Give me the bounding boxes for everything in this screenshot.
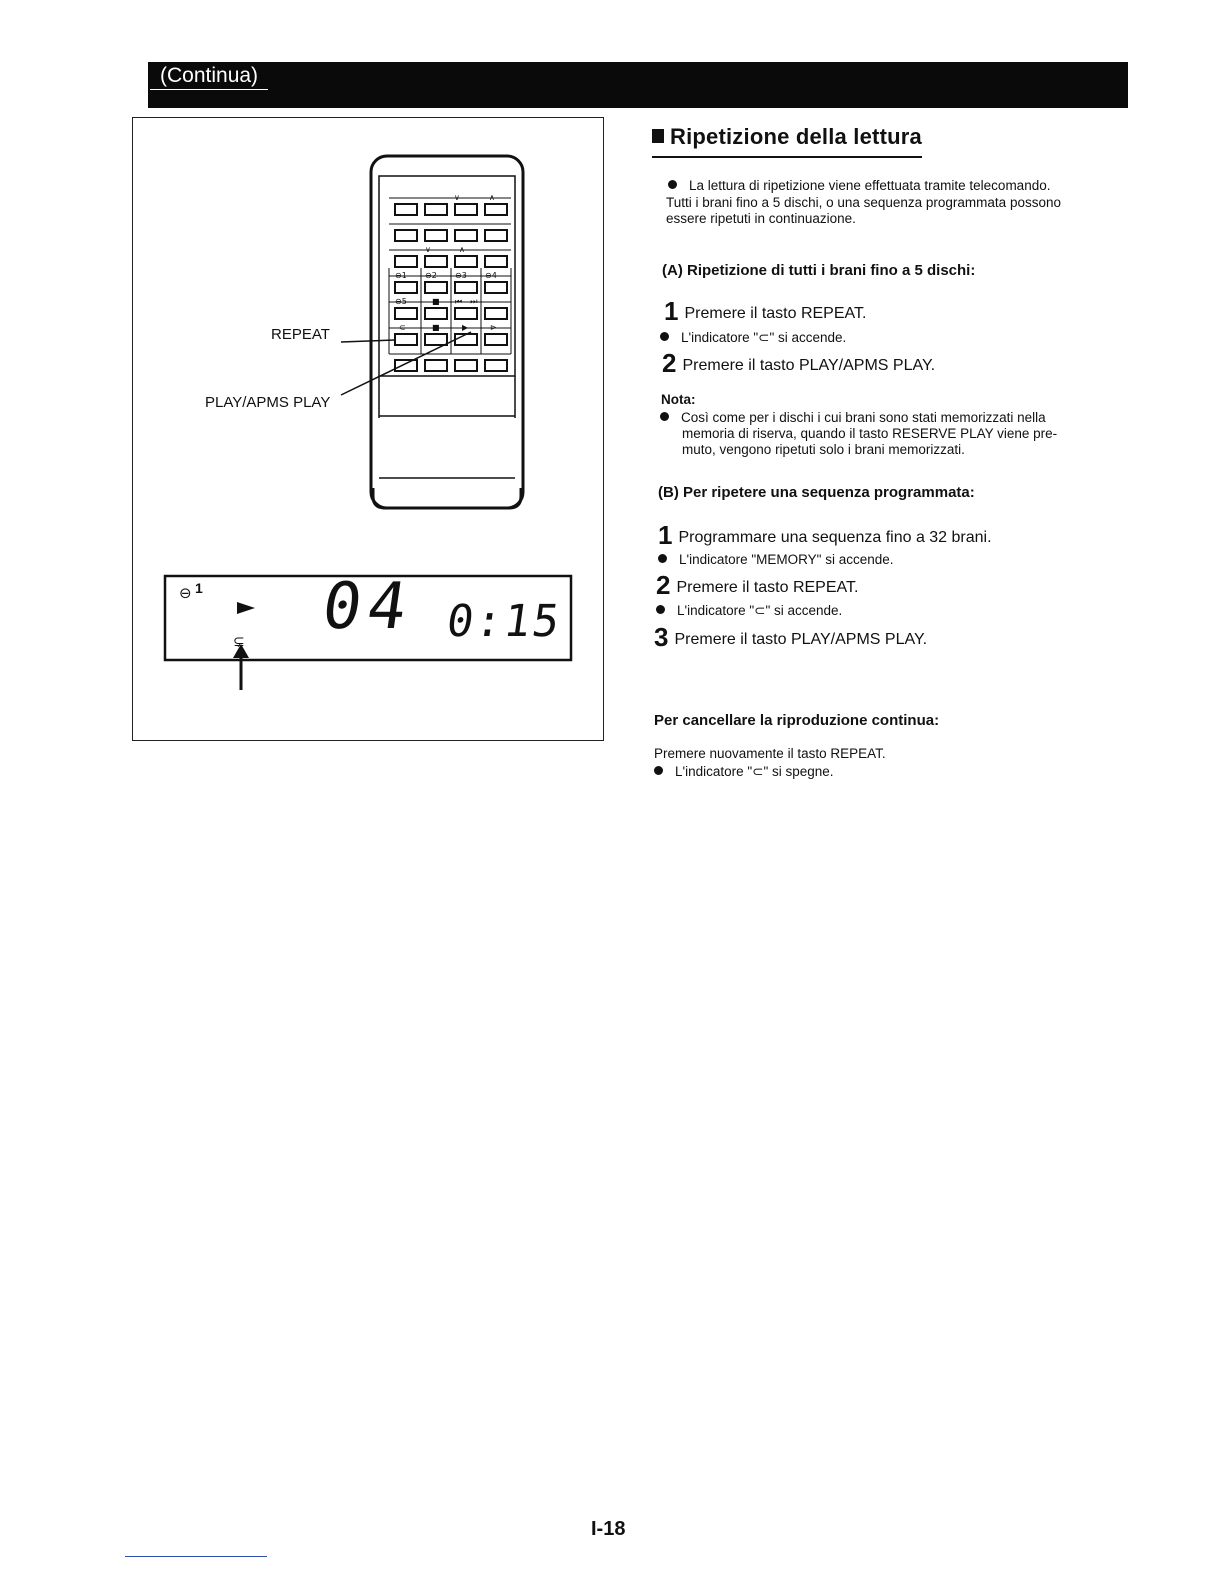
svg-text:⊖2: ⊖2 bbox=[425, 271, 437, 280]
part-b-step-1: 1 Programmare una sequenza fino a 32 brani. bbox=[658, 520, 992, 550]
cancel-line-1: Premere nuovamente il tasto REPEAT. bbox=[654, 746, 886, 761]
bullet-icon bbox=[660, 332, 669, 341]
intro-line-1: La lettura di ripetizione viene effettuata tramite telecomando. bbox=[668, 178, 1050, 194]
square-bullet-icon bbox=[652, 129, 664, 143]
header-bar bbox=[148, 62, 1128, 108]
svg-text:⊊: ⊊ bbox=[233, 634, 245, 650]
bullet-icon bbox=[668, 180, 677, 189]
header-label: (Continua) bbox=[150, 63, 268, 90]
part-b-heading: (B) Per ripetere una sequenza programmata: bbox=[658, 484, 975, 501]
display-track: 04 bbox=[317, 570, 418, 644]
part-b-step-2: 2 Premere il tasto REPEAT. bbox=[656, 570, 859, 600]
part-a-bullet-1: L'indicatore "⊂" si accende. bbox=[660, 330, 846, 346]
svg-text:⊳: ⊳ bbox=[490, 323, 497, 332]
note-line-1: Così come per i dischi i cui brani sono stati memorizzati nella bbox=[660, 410, 1046, 426]
svg-text:∧: ∧ bbox=[459, 245, 465, 254]
note-title: Nota: bbox=[661, 392, 696, 407]
svg-text:⊂: ⊂ bbox=[399, 323, 406, 332]
svg-text:■: ■ bbox=[432, 297, 440, 306]
svg-text:⊖4: ⊖4 bbox=[485, 271, 497, 280]
bullet-icon bbox=[658, 554, 667, 563]
svg-text:∨: ∨ bbox=[454, 193, 460, 202]
svg-text:⊖: ⊖ bbox=[179, 584, 192, 602]
svg-text:■: ■ bbox=[432, 323, 440, 332]
page-number: I-18 bbox=[591, 1518, 626, 1540]
note-line-2: memoria di riserva, quando il tasto RESERVE PLAY viene pre- bbox=[682, 426, 1058, 441]
svg-text:∨: ∨ bbox=[425, 245, 431, 254]
cancel-bullet: L'indicatore "⊂" si spegne. bbox=[654, 764, 834, 780]
part-a-heading: (A) Ripetizione di tutti i brani fino a 5 dischi: bbox=[662, 262, 976, 279]
svg-text:⊖3: ⊖3 bbox=[455, 271, 467, 280]
bullet-icon bbox=[660, 412, 669, 421]
play-apms-label: PLAY/APMS PLAY bbox=[205, 394, 331, 411]
svg-text:⊖1: ⊖1 bbox=[395, 271, 407, 280]
cancel-heading: Per cancellare la riproduzione continua: bbox=[654, 712, 940, 729]
part-b-step-3: 3 Premere il tasto PLAY/APMS PLAY. bbox=[654, 622, 928, 652]
svg-text:⏮—⏭: ⏮—⏭ bbox=[455, 297, 478, 306]
section-title: Ripetizione della lettura bbox=[652, 124, 922, 158]
part-a-step-2: 2 Premere il tasto PLAY/APMS PLAY. bbox=[662, 348, 936, 378]
svg-text:⊖5: ⊖5 bbox=[395, 297, 407, 306]
part-a-step-1: 1 Premere il tasto REPEAT. bbox=[664, 296, 867, 326]
part-b-bullet-1: L'indicatore "MEMORY" si accende. bbox=[658, 552, 894, 567]
bullet-icon bbox=[654, 766, 663, 775]
bullet-icon bbox=[656, 605, 665, 614]
svg-text:▶: ▶ bbox=[462, 323, 469, 332]
figure-box bbox=[132, 117, 604, 741]
repeat-label: REPEAT bbox=[271, 326, 330, 343]
part-b-bullet-2: L'indicatore "⊂" si accende. bbox=[656, 603, 842, 619]
note-line-3: muto, vengono ripetuti solo i brani memorizzati. bbox=[682, 442, 965, 457]
intro-line-3: essere ripetuti in continuazione. bbox=[666, 211, 856, 226]
footer-line bbox=[125, 1556, 267, 1557]
svg-text:∧: ∧ bbox=[489, 193, 495, 202]
intro-line-2: Tutti i brani fino a 5 dischi, o una sequenza programmata possono bbox=[666, 195, 1061, 210]
display-time: 0:15 bbox=[443, 596, 565, 647]
display-disc-number: 1 bbox=[195, 580, 203, 596]
